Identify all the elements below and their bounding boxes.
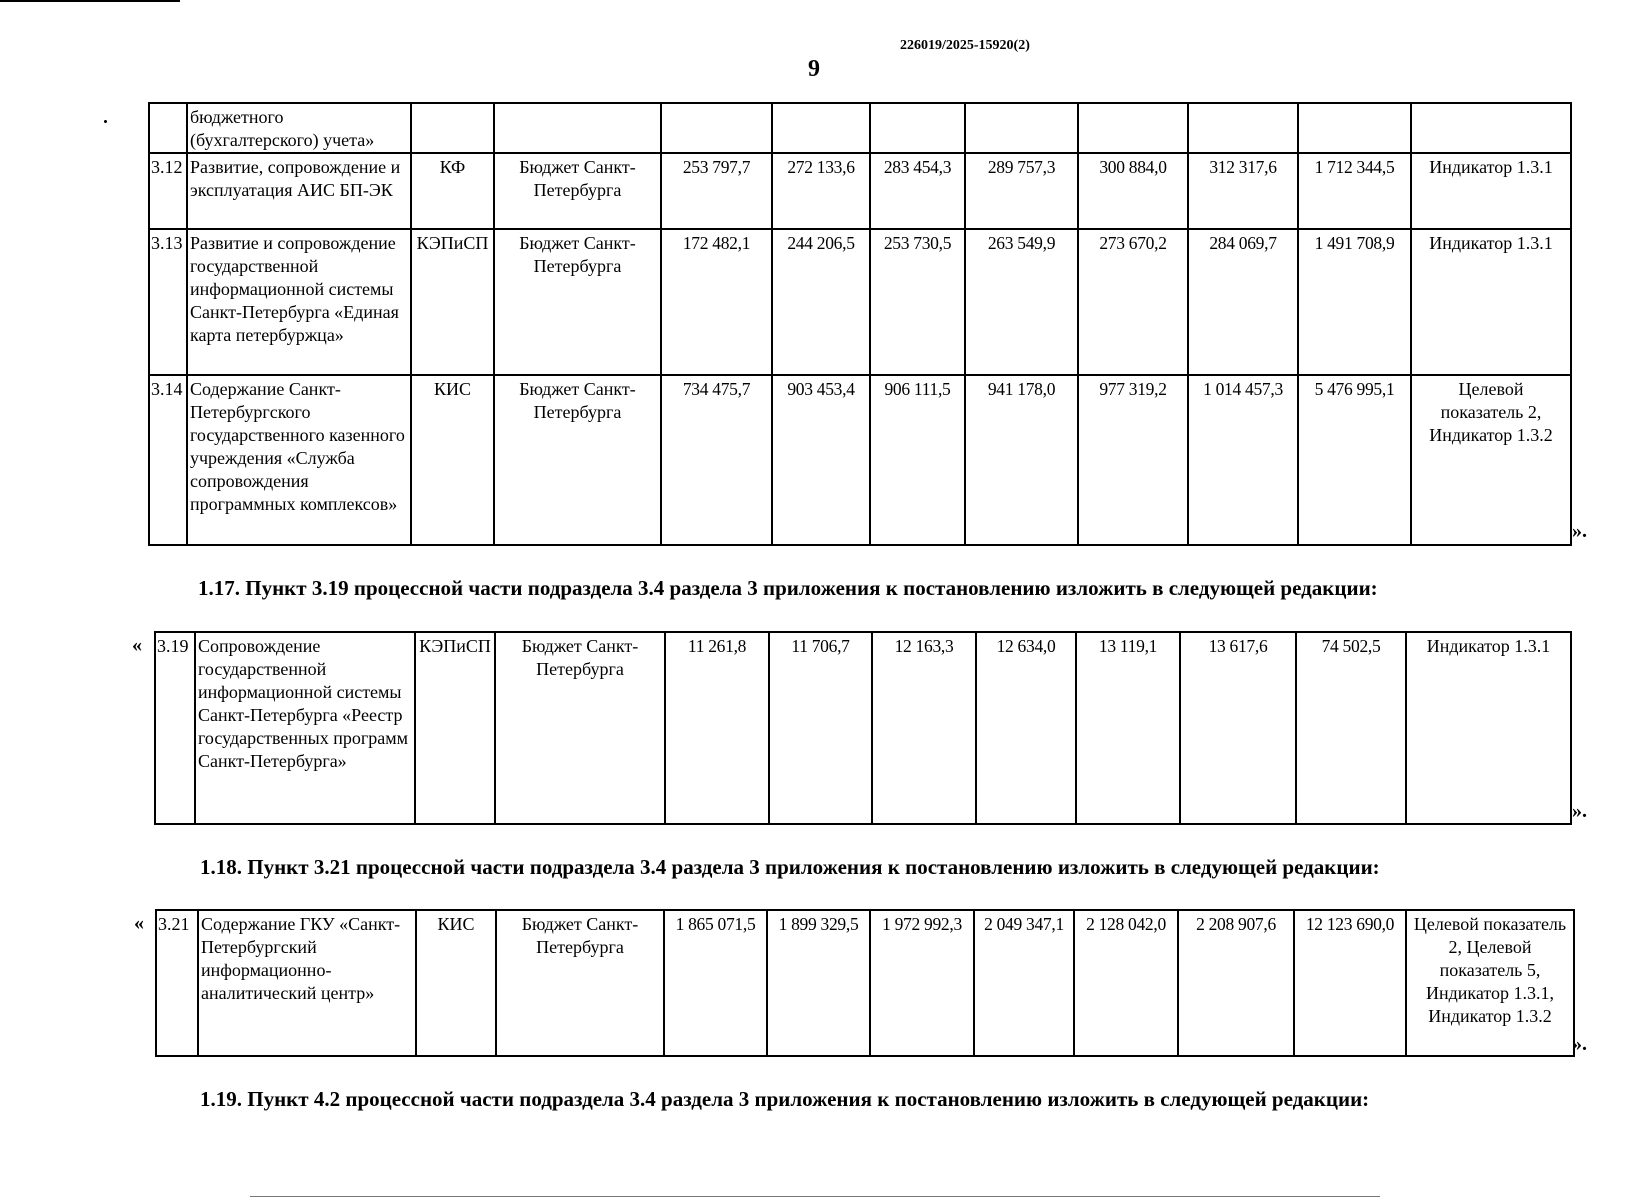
value-cell: 1 712 344,5 — [1298, 153, 1411, 229]
value-cell: 906 111,5 — [870, 375, 965, 545]
table-item-3-21 — [155, 909, 1575, 1057]
value-cell: 312 317,6 — [1188, 153, 1298, 229]
row-name: Развитие, сопровождение и эксплуатация АИС БП-ЭК — [187, 153, 411, 229]
value-cell: 283 454,3 — [870, 153, 965, 229]
row-indicator: Индикатор 1.3.1 — [1411, 153, 1571, 229]
row-name: Развитие и сопровождение государственной информационной системы Санкт-Петербурга «Единая карта петербуржца» — [187, 229, 411, 375]
table-row — [156, 910, 1574, 1056]
row-number: 3.13 — [149, 229, 187, 375]
row-indicator: Целевой показатель 2, Индикатор 1.3.2 — [1411, 375, 1571, 545]
row-executor: КИС — [411, 375, 494, 545]
top-rule — [0, 0, 180, 2]
value-cell: 13 617,6 — [1180, 632, 1296, 824]
value-cell — [772, 103, 870, 153]
section-heading-1-18: 1.18. Пункт 3.21 процессной части подраздела 3.4 раздела 3 приложения к постановлению изложить в следующей редакции: — [200, 855, 1380, 879]
table-row — [155, 632, 1571, 824]
closing-quote: ». — [1572, 800, 1587, 822]
value-cell: 2 049 347,1 — [974, 910, 1074, 1056]
value-cell: 5 476 995,1 — [1298, 375, 1411, 545]
value-cell — [1188, 103, 1298, 153]
value-cell: 263 549,9 — [965, 229, 1078, 375]
row-executor: КЭПиСП — [411, 229, 494, 375]
value-cell: 253 730,5 — [870, 229, 965, 375]
row-executor: КФ — [411, 153, 494, 229]
row-source: Бюджет Санкт-Петербурга — [494, 153, 661, 229]
row-number: 3.19 — [155, 632, 195, 824]
value-cell: 734 475,7 — [661, 375, 772, 545]
value-cell: 1 899 329,5 — [767, 910, 870, 1056]
value-cell: 284 069,7 — [1188, 229, 1298, 375]
value-cell: 1 865 071,5 — [664, 910, 767, 1056]
page-number: 9 — [808, 56, 820, 82]
row-number: 3.21 — [156, 910, 198, 1056]
value-cell: 244 206,5 — [772, 229, 870, 375]
value-cell: 172 482,1 — [661, 229, 772, 375]
value-cell — [870, 103, 965, 153]
value-cell: 903 453,4 — [772, 375, 870, 545]
row-name: Содержание Санкт-Петербургского государственного казенного учреждения «Служба сопровождения программных комплексов» — [187, 375, 411, 545]
value-cell: 300 884,0 — [1078, 153, 1188, 229]
row-source: Бюджет Санкт-Петербурга — [494, 375, 661, 545]
row-source: Бюджет Санкт-Петербурга — [495, 632, 665, 824]
value-cell — [661, 103, 772, 153]
table-row — [149, 103, 1571, 153]
section-heading-1-19: 1.19. Пункт 4.2 процессной части подраздела 3.4 раздела 3 приложения к постановлению изложить в следующей редакции: — [200, 1087, 1370, 1111]
value-cell: 1 972 992,3 — [870, 910, 974, 1056]
table-continuation — [148, 102, 1572, 546]
row-source: Бюджет Санкт-Петербурга — [496, 910, 664, 1056]
value-cell: 11 261,8 — [665, 632, 769, 824]
row-indicator: Целевой показатель 2, Целевой показатель 5, Индикатор 1.3.1, Индикатор 1.3.2 — [1406, 910, 1574, 1056]
row-source — [494, 103, 661, 153]
margin-dot — [104, 120, 107, 123]
value-cell: 977 319,2 — [1078, 375, 1188, 545]
table-row — [149, 153, 1571, 229]
value-cell: 253 797,7 — [661, 153, 772, 229]
row-indicator: Индикатор 1.3.1 — [1411, 229, 1571, 375]
section-heading-1-17: 1.17. Пункт 3.19 процессной части подраздела 3.4 раздела 3 приложения к постановлению изложить в следующей редакции: — [198, 576, 1378, 600]
row-executor — [411, 103, 494, 153]
table-row — [149, 229, 1571, 375]
row-name: Сопровождение государственной информационной системы Санкт-Петербурга «Реестр государственных программ Санкт-Петербурга» — [195, 632, 415, 824]
row-executor: КИС — [416, 910, 496, 1056]
row-name: Содержание ГКУ «Санкт-Петербургский информационно-аналитический центр» — [198, 910, 416, 1056]
table-row — [149, 375, 1571, 545]
bottom-rule — [250, 1196, 1380, 1197]
row-number: 3.12 — [149, 153, 187, 229]
value-cell: 74 502,5 — [1296, 632, 1406, 824]
value-cell — [965, 103, 1078, 153]
value-cell: 1 014 457,3 — [1188, 375, 1298, 545]
value-cell: 941 178,0 — [965, 375, 1078, 545]
closing-quote: ». — [1572, 1033, 1587, 1055]
value-cell: 1 491 708,9 — [1298, 229, 1411, 375]
value-cell: 273 670,2 — [1078, 229, 1188, 375]
opening-quote: « — [132, 634, 142, 656]
value-cell: 2 208 907,6 — [1178, 910, 1294, 1056]
row-indicator: Индикатор 1.3.1 — [1406, 632, 1571, 824]
value-cell: 12 634,0 — [976, 632, 1076, 824]
value-cell — [1078, 103, 1188, 153]
value-cell: 289 757,3 — [965, 153, 1078, 229]
row-executor: КЭПиСП — [415, 632, 495, 824]
value-cell: 13 119,1 — [1076, 632, 1180, 824]
table-item-3-19 — [154, 631, 1572, 825]
row-name: бюджетного (бухгалтерского) учета» — [187, 103, 411, 153]
opening-quote: « — [134, 912, 144, 934]
value-cell: 2 128 042,0 — [1074, 910, 1178, 1056]
row-number: 3.14 — [149, 375, 187, 545]
row-source: Бюджет Санкт-Петербурга — [494, 229, 661, 375]
value-cell — [1298, 103, 1411, 153]
value-cell: 12 163,3 — [872, 632, 976, 824]
value-cell: 12 123 690,0 — [1294, 910, 1406, 1056]
document-number: 226019/2025-15920(2) — [900, 38, 1030, 53]
row-indicator — [1411, 103, 1571, 153]
row-number — [149, 103, 187, 153]
value-cell: 272 133,6 — [772, 153, 870, 229]
closing-quote: ». — [1572, 520, 1587, 542]
value-cell: 11 706,7 — [769, 632, 872, 824]
